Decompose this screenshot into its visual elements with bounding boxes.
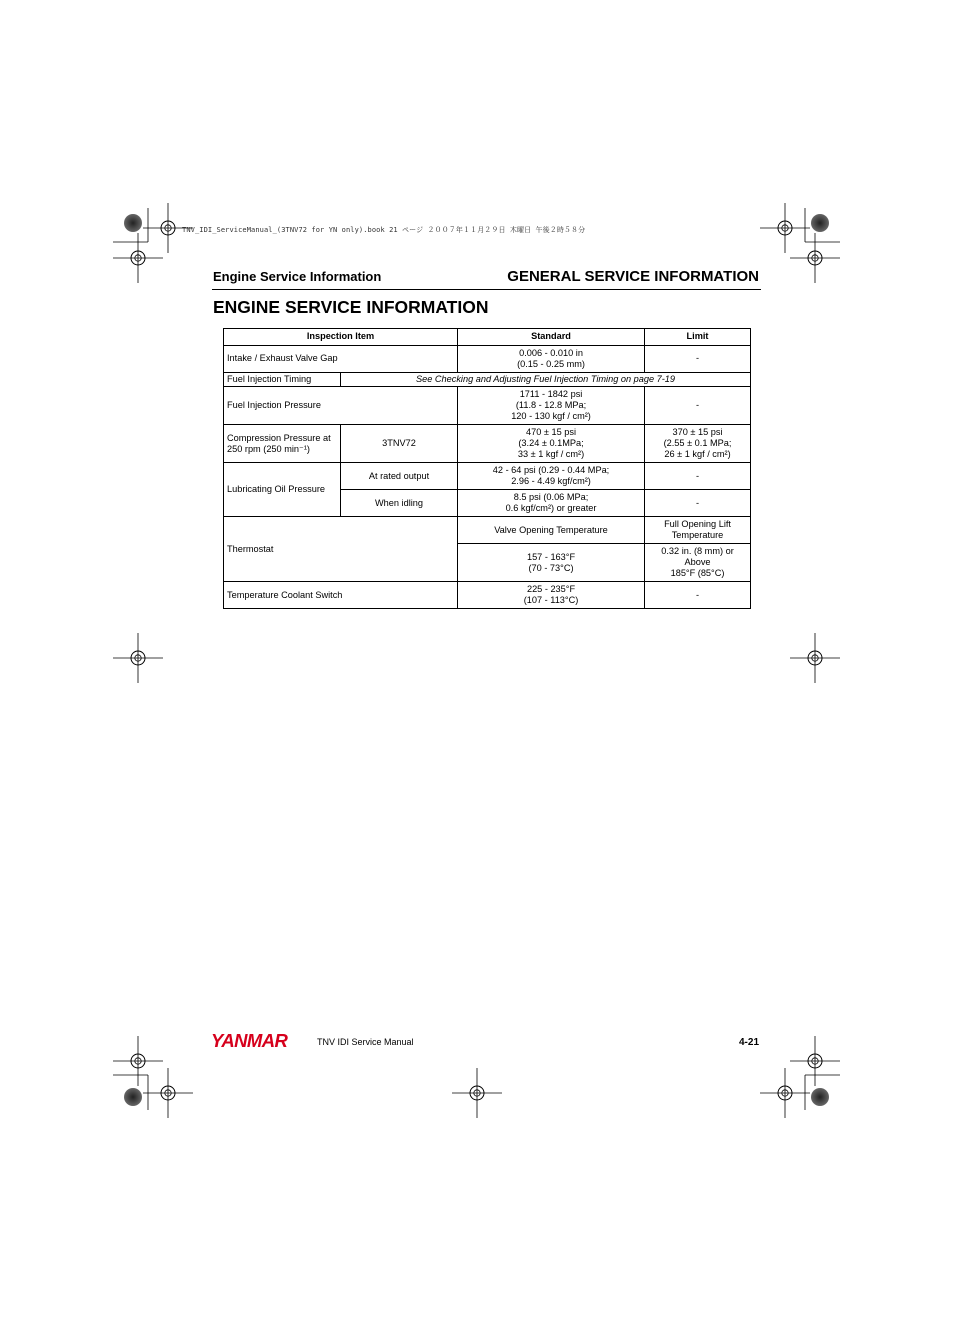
- standard-line: 470 ± 15 psi: [526, 426, 577, 437]
- standard-cell: [458, 582, 645, 609]
- print-slug-line: TNV_IDI_ServiceManual_(3TNV72 for YN only).book 21 ページ ２００７年１１月２９日 木曜日 午後２時５８分: [182, 226, 586, 234]
- standard-subheader-cell: Valve Opening Temperature: [458, 517, 645, 544]
- yanmar-logo-text: YANMAR: [211, 1031, 288, 1051]
- table-row: [224, 463, 751, 490]
- standard-cell: [458, 387, 645, 425]
- table-row: [224, 387, 751, 425]
- header-limit: Limit: [645, 329, 751, 346]
- standard-line: 120 - 130 kgf / cm²): [511, 411, 591, 422]
- yanmar-logo: [211, 1031, 309, 1051]
- standard-cell: [458, 425, 645, 463]
- limit-cell: -: [645, 387, 751, 425]
- section-header-left: Engine Service Information: [213, 269, 382, 284]
- limit-cell: -: [645, 463, 751, 490]
- item-line: 250 rpm (250 min⁻¹): [227, 443, 310, 454]
- item-cell: [224, 425, 341, 463]
- bottom-center-marks: [452, 1068, 502, 1118]
- top-right-marks: [760, 203, 840, 283]
- limit-line: 185°F (85°C): [670, 568, 725, 579]
- limit-line: 0.32 in. (8 mm) or: [661, 545, 734, 556]
- standard-cell: [458, 346, 645, 373]
- limit-cell: [645, 425, 751, 463]
- item-cell: Lubricating Oil Pressure: [224, 463, 341, 517]
- limit-cell: [645, 544, 751, 582]
- header-inspection-item: Inspection Item: [224, 329, 458, 346]
- table-row: [224, 373, 751, 387]
- standard-line: 42 - 64 psi (0.29 - 0.44 MPa;: [492, 465, 610, 475]
- item-cell: Intake / Exhaust Valve Gap: [224, 346, 458, 373]
- standard-line: 1711 - 1842 psi: [519, 388, 583, 399]
- bottom-left-marks: [113, 1036, 193, 1118]
- limit-subheader-cell: [645, 517, 751, 544]
- header-standard: Standard: [458, 329, 645, 346]
- item-cell: Thermostat: [224, 517, 458, 582]
- header-rule: [212, 289, 761, 290]
- table-row: [224, 425, 751, 463]
- limit-line: Full Opening Lift: [664, 519, 731, 529]
- model-cell: 3TNV72: [341, 425, 458, 463]
- limit-cell: -: [645, 490, 751, 517]
- condition-cell: At rated output: [341, 463, 458, 490]
- standard-cell: [458, 490, 645, 517]
- item-line: Compression Pressure at: [227, 432, 331, 443]
- page-number: 4-21: [738, 1037, 759, 1048]
- limit-line: (2.55 ± 0.1 MPa;: [663, 438, 732, 449]
- engine-spec-table: [223, 328, 751, 609]
- limit-line: 370 ± 15 psi: [672, 426, 723, 437]
- standard-line: (3.24 ± 0.1MPa;: [518, 438, 584, 449]
- standard-line: 225 - 235°F: [526, 584, 576, 594]
- standard-line: (70 - 73°C): [528, 562, 574, 573]
- limit-cell: -: [645, 346, 751, 373]
- standard-line: 0.006 - 0.010 in: [519, 347, 583, 358]
- standard-line: 0.6 kgf/cm²) or greater: [505, 503, 597, 514]
- top-left-marks: [113, 203, 193, 283]
- table-row: [224, 582, 751, 609]
- table-row: [224, 517, 751, 544]
- standard-cell: [458, 544, 645, 582]
- standard-line: (0.15 - 0.25 mm): [517, 359, 585, 369]
- footer-manual-title: TNV IDI Service Manual: [317, 1037, 414, 1047]
- limit-cell: -: [645, 582, 751, 609]
- table-header-row: [224, 329, 751, 346]
- standard-line: 2.96 - 4.49 kgf/cm²): [511, 476, 591, 487]
- standard-line: (11.8 - 12.8 MPa;: [515, 400, 587, 411]
- table-row: [224, 346, 751, 373]
- section-header-right: GENERAL SERVICE INFORMATION: [507, 268, 759, 285]
- standard-line: 33 ± 1 kgf / cm²): [517, 449, 585, 460]
- item-cell: Fuel Injection Pressure: [224, 387, 458, 425]
- item-cell: Temperature Coolant Switch: [224, 582, 458, 609]
- standard-line: 157 - 163°F: [526, 551, 576, 562]
- limit-line: 26 ± 1 kgf / cm²): [664, 449, 731, 460]
- middle-marks: [113, 633, 840, 683]
- cross-reference-note: See Checking and Adjusting Fuel Injection Timing on page 7-19: [341, 373, 751, 387]
- standard-line: 8.5 psi (0.06 MPa;: [513, 492, 589, 502]
- page-title: ENGINE SERVICE INFORMATION: [213, 297, 489, 317]
- limit-line: Above: [684, 557, 711, 568]
- bottom-right-marks: [760, 1036, 840, 1118]
- standard-cell: [458, 463, 645, 490]
- condition-cell: When idling: [341, 490, 458, 517]
- limit-line: Temperature: [671, 530, 724, 541]
- standard-line: (107 - 113°C): [523, 595, 579, 606]
- item-cell: Fuel Injection Timing: [224, 373, 341, 387]
